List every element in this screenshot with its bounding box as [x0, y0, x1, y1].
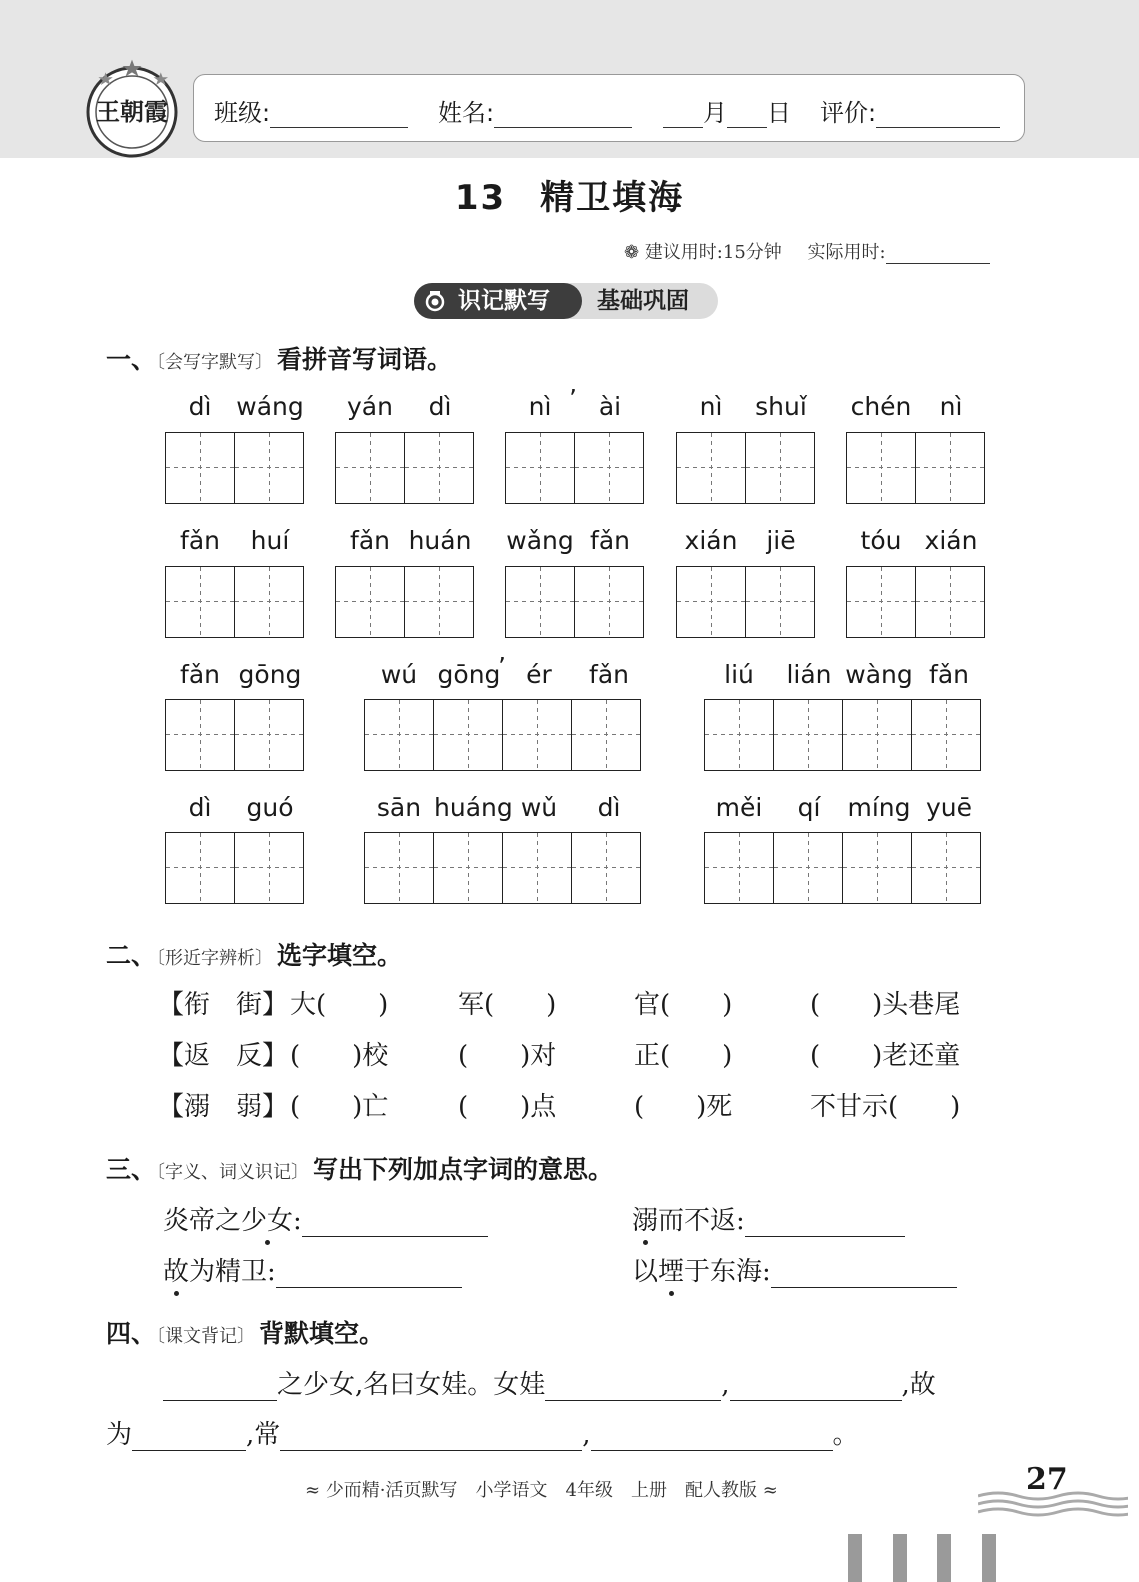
pinyin-syllable: qí	[797, 793, 821, 822]
question-4-heading: 四、〔课文背记〕 背默填空。	[106, 1319, 385, 1348]
footer-text: ≈ 少而精·活页默写 小学语文 4年级 上册 配人教版 ≈	[305, 1480, 778, 1501]
pinyin-syllable: fǎn	[180, 660, 220, 689]
writing-cell[interactable]	[434, 700, 503, 770]
question-2-heading: 二、〔形近字辨析〕 选字填空。	[106, 941, 403, 970]
answer-blank[interactable]	[745, 1208, 905, 1237]
writing-cell[interactable]	[843, 833, 912, 903]
pinyin-syllable: sān	[376, 793, 422, 822]
class-field[interactable]: 班级:	[214, 93, 408, 128]
pinyin-syllable: jiē	[766, 526, 796, 555]
fill-blank-item[interactable]: ( )老还童	[810, 1041, 961, 1071]
wave-icon: ≈	[305, 1480, 326, 1501]
writing-cell[interactable]	[503, 700, 572, 770]
pinyin-label	[165, 526, 305, 555]
writing-cell[interactable]	[912, 833, 981, 903]
pinyin-syllable: yán	[347, 392, 393, 421]
writing-cell[interactable]	[677, 433, 746, 503]
recite-blank[interactable]	[591, 1422, 833, 1451]
pinyin-syllable: dì	[428, 392, 452, 421]
writing-cell[interactable]	[746, 567, 815, 637]
writing-cell[interactable]	[166, 700, 235, 770]
question-3-heading: 三、〔字义、词义识记〕 写出下列加点字词的意思。	[106, 1155, 614, 1184]
pinyin-syllable: huáng	[434, 793, 513, 822]
writing-cell[interactable]	[572, 833, 641, 903]
wave-icon: ≈	[756, 1480, 778, 1501]
fill-blank-item[interactable]: ( )亡	[290, 1092, 389, 1122]
pinyin-syllable: lián	[786, 660, 832, 689]
pinyin-syllable: wàng	[845, 660, 913, 689]
pinyin-syllable: shuǐ	[755, 392, 807, 421]
tianzi-grid[interactable]	[505, 432, 644, 504]
pinyin-syllable: dì	[188, 793, 212, 822]
pinyin-syllable: wǔ	[520, 793, 558, 822]
writing-cell[interactable]	[843, 700, 912, 770]
pinyin-syllable: fǎn	[590, 526, 630, 555]
pinyin-syllable: míng	[847, 793, 911, 822]
char-pair: 【返 反】	[158, 1041, 289, 1071]
writing-cell[interactable]	[912, 700, 981, 770]
writing-cell[interactable]	[916, 433, 985, 503]
pinyin-syllable: liú	[724, 660, 754, 689]
answer-blank[interactable]	[276, 1259, 462, 1288]
tianzi-grid[interactable]	[505, 566, 644, 638]
writing-cell[interactable]	[916, 567, 985, 637]
pinyin-syllable: fǎn	[180, 526, 220, 555]
pinyin-syllable: wáng	[236, 392, 304, 421]
writing-cell[interactable]	[705, 700, 774, 770]
tianzi-grid[interactable]	[846, 432, 985, 504]
writing-cell[interactable]	[166, 567, 235, 637]
tianzi-grid[interactable]	[364, 832, 641, 904]
clock-icon: ❁	[624, 242, 645, 263]
pinyin-label	[704, 660, 984, 689]
pinyin-syllable: guó	[246, 793, 294, 822]
writing-cell[interactable]	[166, 833, 235, 903]
pinyin-syllable: yuē	[925, 793, 973, 822]
pinyin-label	[505, 526, 645, 555]
pinyin-syllable: xián	[924, 526, 978, 555]
writing-cell[interactable]	[336, 433, 405, 503]
fill-blank-item[interactable]: 大( )	[290, 990, 389, 1020]
section-badge: 识记默写 基础巩固	[414, 283, 718, 319]
pinyin-syllable: dì	[597, 793, 621, 822]
answer-blank[interactable]	[771, 1259, 957, 1288]
pinyin-syllable: tóu	[860, 526, 902, 555]
pinyin-label: wú gōng ’ ér fǎn	[364, 660, 644, 689]
date-field[interactable]: 月 日	[663, 93, 791, 128]
publisher-logo	[84, 58, 180, 158]
time-info: ❁ 建议用时:15分钟 实际用时:	[624, 238, 990, 264]
pinyin-label	[335, 526, 475, 555]
writing-cell[interactable]	[774, 833, 843, 903]
wave-decoration	[978, 1488, 1128, 1518]
pinyin-label	[846, 526, 986, 555]
writing-cell[interactable]	[235, 567, 304, 637]
writing-cell[interactable]	[365, 700, 434, 770]
fill-blank-item[interactable]: 正( )	[634, 1041, 733, 1071]
pinyin-syllable: ér	[526, 660, 552, 689]
writing-cell[interactable]	[235, 833, 304, 903]
edge-tab-mark	[893, 1534, 907, 1582]
tianzi-grid[interactable]	[165, 566, 304, 638]
actual-time-blank[interactable]	[886, 245, 990, 264]
pinyin-syllable: xián	[684, 526, 738, 555]
char-pair: 【衔 街】	[158, 990, 289, 1020]
recite-blank[interactable]	[132, 1422, 246, 1451]
edge-tab-mark	[982, 1534, 996, 1582]
writing-cell[interactable]	[774, 700, 843, 770]
pinyin-label	[165, 793, 305, 822]
recite-blank[interactable]	[163, 1372, 277, 1401]
fill-blank-item[interactable]: 官( )	[634, 990, 733, 1020]
recite-line-1: 之少女,名曰女娃。女娃 , ,故	[163, 1364, 936, 1401]
char-pair: 【溺 弱】	[158, 1092, 289, 1122]
writing-cell[interactable]	[235, 433, 304, 503]
pinyin-syllable: nì	[699, 392, 723, 421]
writing-cell[interactable]	[677, 567, 746, 637]
pinyin-syllable: ài	[598, 392, 622, 421]
evaluation-field[interactable]: 评价:	[820, 93, 1000, 128]
writing-cell[interactable]	[166, 433, 235, 503]
tianzi-grid[interactable]	[335, 566, 474, 638]
recite-blank[interactable]	[280, 1422, 582, 1451]
fill-blank-item[interactable]: ( )头巷尾	[810, 990, 961, 1020]
pinyin-syllable: huán	[408, 526, 472, 555]
tianzi-grid[interactable]	[676, 432, 815, 504]
meaning-item-2: 溺而不返:	[632, 1200, 905, 1237]
writing-cell[interactable]	[235, 700, 304, 770]
lesson-title: 13 精卫填海	[454, 178, 685, 218]
writing-cell[interactable]	[405, 567, 474, 637]
meaning-item-4: 以堙于东海:	[632, 1251, 957, 1288]
writing-cell[interactable]	[336, 567, 405, 637]
writing-cell[interactable]	[365, 833, 434, 903]
tianzi-grid[interactable]	[364, 699, 641, 771]
answer-blank[interactable]	[302, 1208, 488, 1237]
medal-icon	[424, 290, 446, 312]
writing-cell[interactable]	[434, 833, 503, 903]
svg-text:王朝霞: 王朝霞	[96, 97, 168, 126]
pinyin-syllable: fǎn	[589, 660, 629, 689]
pinyin-syllable: fǎn	[929, 660, 969, 689]
tianzi-grid[interactable]	[165, 699, 304, 771]
pinyin-label	[165, 660, 305, 689]
pinyin-label	[704, 793, 984, 822]
fill-blank-item[interactable]: ( )点	[458, 1092, 557, 1122]
tianzi-grid[interactable]	[165, 432, 304, 504]
pinyin-syllable: chén	[850, 392, 912, 421]
tianzi-grid[interactable]	[676, 566, 815, 638]
pinyin-syllable: nì	[528, 392, 552, 421]
pinyin-syllable: gōng	[238, 660, 302, 689]
writing-cell[interactable]	[847, 433, 916, 503]
pinyin-label	[335, 392, 475, 421]
pinyin-syllable: huí	[250, 526, 290, 555]
name-field[interactable]: 姓名:	[438, 93, 632, 128]
pinyin-label	[364, 793, 644, 822]
pinyin-label	[676, 526, 816, 555]
pinyin-label	[165, 392, 305, 421]
meaning-item-1: 炎帝之少女:	[163, 1200, 488, 1237]
fill-blank-item[interactable]: ( )对	[458, 1041, 557, 1071]
writing-cell[interactable]	[705, 833, 774, 903]
writing-cell[interactable]	[746, 433, 815, 503]
writing-cell[interactable]	[405, 433, 474, 503]
pinyin-label	[676, 392, 816, 421]
pinyin-syllable: dì	[188, 392, 212, 421]
edge-tab-mark	[848, 1534, 862, 1582]
writing-cell[interactable]	[575, 433, 644, 503]
recite-blank[interactable]	[730, 1372, 902, 1401]
writing-cell[interactable]	[575, 567, 644, 637]
tianzi-grid[interactable]	[704, 699, 981, 771]
page-number: 27	[1026, 1462, 1068, 1497]
writing-cell[interactable]	[847, 567, 916, 637]
tianzi-grid[interactable]	[704, 832, 981, 904]
tianzi-grid[interactable]	[846, 566, 985, 638]
pinyin-syllable: fǎn	[350, 526, 390, 555]
pinyin-syllable: wú	[380, 660, 418, 689]
writing-cell[interactable]	[506, 567, 575, 637]
pinyin-syllable: měi	[715, 793, 763, 822]
fill-blank-item[interactable]: ( )死	[634, 1092, 733, 1122]
tianzi-grid[interactable]	[165, 832, 304, 904]
pinyin-label	[846, 392, 986, 421]
student-info-box	[193, 74, 1025, 142]
writing-cell[interactable]	[506, 433, 575, 503]
pinyin-label: nì ’ ài	[505, 392, 645, 421]
pinyin-syllable: nì	[939, 392, 963, 421]
writing-cell[interactable]	[503, 833, 572, 903]
pinyin-syllable: wǎng	[506, 526, 574, 555]
recite-blank[interactable]	[545, 1372, 721, 1401]
fill-blank-item[interactable]: ( )校	[290, 1041, 389, 1071]
tianzi-grid[interactable]	[335, 432, 474, 504]
pinyin-syllable: gōng	[437, 660, 501, 689]
writing-cell[interactable]	[572, 700, 641, 770]
question-1-heading: 一、〔会写字默写〕 看拼音写词语。	[106, 345, 453, 374]
edge-tab-mark	[937, 1534, 951, 1582]
fill-blank-item[interactable]: 不甘示( )	[810, 1092, 961, 1122]
meaning-item-3: 故为精卫:	[163, 1251, 462, 1288]
recite-line-2: 为 ,常 , 。	[106, 1420, 859, 1450]
fill-blank-item[interactable]: 军( )	[458, 990, 557, 1020]
